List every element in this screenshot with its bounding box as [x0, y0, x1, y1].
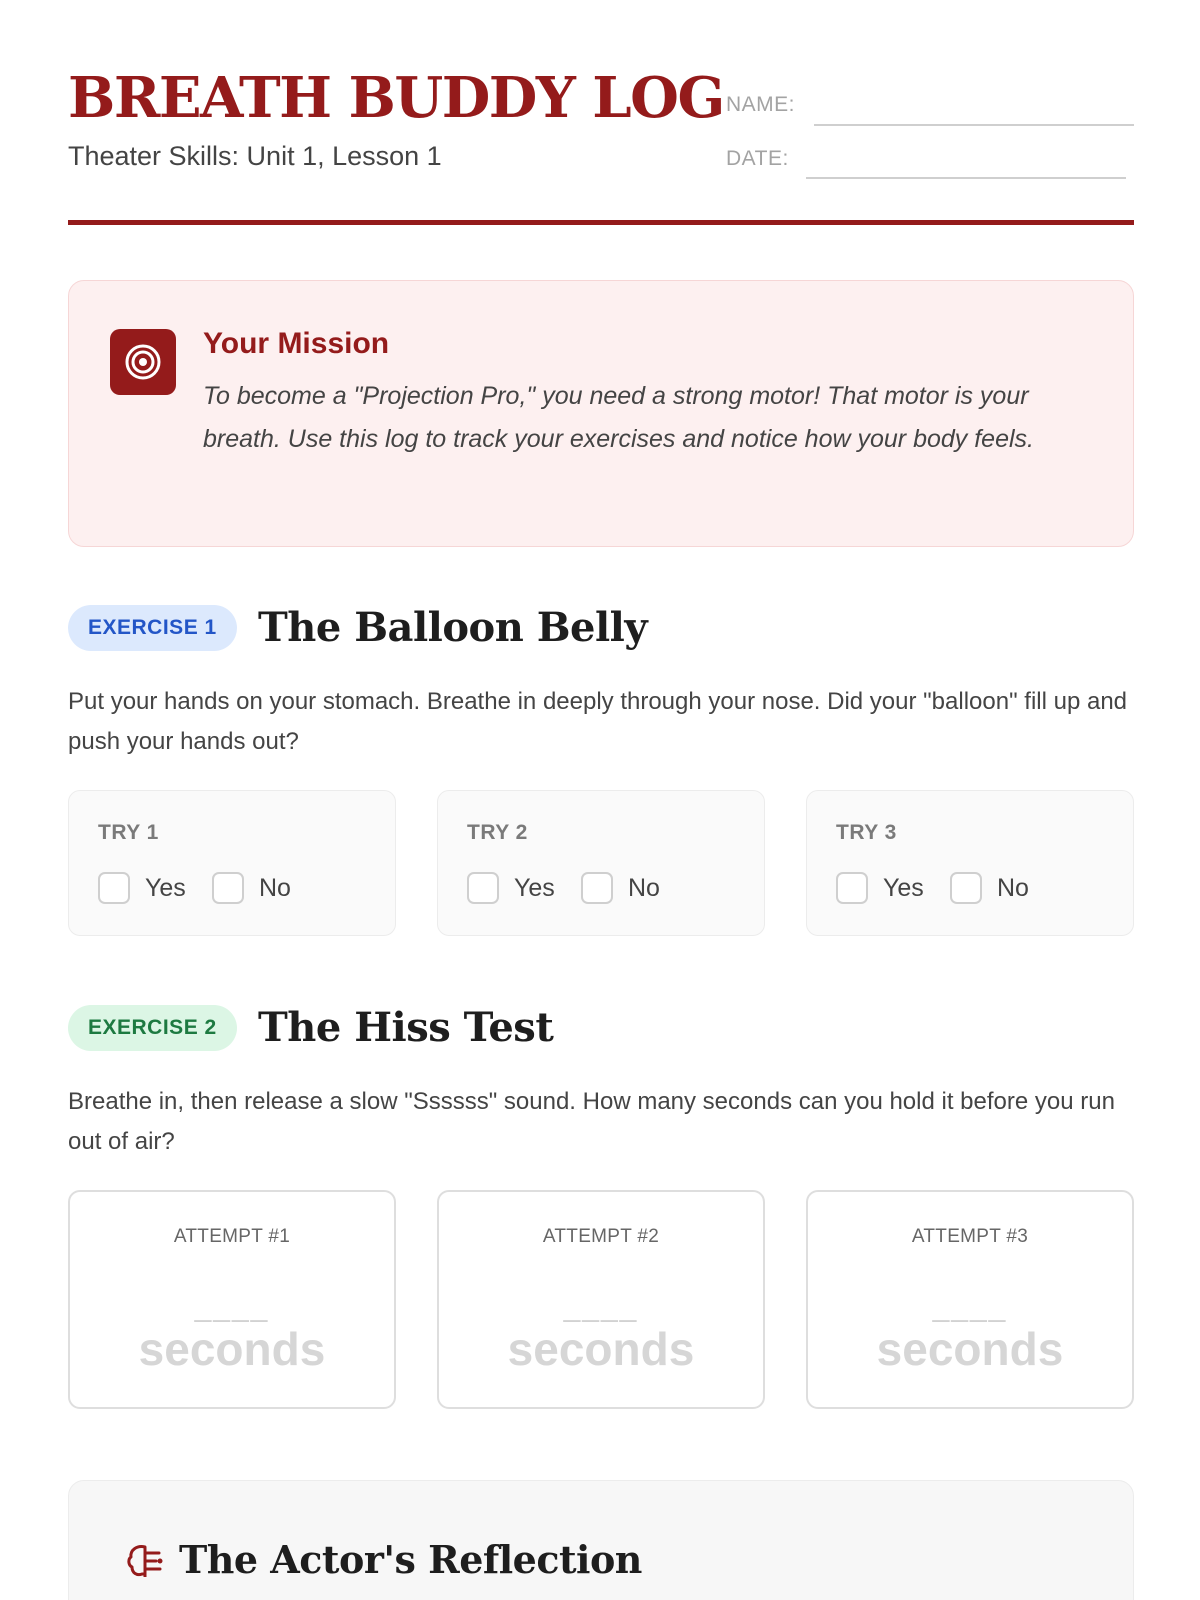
try-label: TRY 3: [836, 821, 897, 844]
name-field[interactable]: [814, 124, 1134, 126]
no-label: No: [997, 874, 1029, 902]
exercise-1-description: Put your hands on your stomach. Breathe in deeply through your nose. Did your "balloon" fill up and push your hands out?: [68, 688, 1128, 755]
target-icon: [110, 329, 176, 395]
yes-label: Yes: [883, 874, 924, 902]
attempt-unit: seconds: [138, 1323, 326, 1375]
reflection-box: [68, 1480, 1134, 1600]
attempt-unit: seconds: [876, 1323, 1064, 1375]
attempt-blank[interactable]: ____: [563, 1290, 639, 1323]
header-divider: [68, 220, 1134, 225]
no-checkbox[interactable]: [950, 872, 982, 904]
yes-label: Yes: [514, 874, 555, 902]
exercise-1-badge: EXERCISE 1: [68, 605, 237, 651]
try-card-2: [437, 790, 765, 936]
try-label: TRY 2: [467, 821, 528, 844]
try-label: TRY 1: [98, 821, 159, 844]
exercise-2-badge: EXERCISE 2: [68, 1005, 237, 1051]
yes-checkbox[interactable]: [836, 872, 868, 904]
yes-checkbox[interactable]: [98, 872, 130, 904]
attempt-unit: seconds: [507, 1323, 695, 1375]
attempt-card-3[interactable]: [806, 1190, 1134, 1409]
attempt-blank[interactable]: ____: [194, 1290, 270, 1323]
attempt-card-2[interactable]: [437, 1190, 765, 1409]
date-label: DATE:: [726, 147, 789, 170]
no-checkbox[interactable]: [581, 872, 613, 904]
exercise-2-title: The Hiss Test: [258, 1004, 554, 1051]
page-title: BREATH BUDDY LOG: [68, 65, 724, 131]
date-field[interactable]: [806, 177, 1126, 179]
try-card-1: [68, 790, 396, 936]
mission-title: Your Mission: [203, 327, 390, 360]
no-label: No: [259, 874, 291, 902]
attempt-blank[interactable]: ____: [932, 1290, 1008, 1323]
yes-checkbox[interactable]: [467, 872, 499, 904]
brain-icon: [125, 1541, 165, 1581]
yes-label: Yes: [145, 874, 186, 902]
no-label: No: [628, 874, 660, 902]
reflection-title: The Actor's Reflection: [179, 1537, 642, 1582]
attempt-card-1[interactable]: [68, 1190, 396, 1409]
attempt-label: ATTEMPT #3: [911, 1226, 1029, 1247]
exercise-1-title: The Balloon Belly: [258, 604, 648, 651]
no-checkbox[interactable]: [212, 872, 244, 904]
attempt-label: ATTEMPT #1: [173, 1226, 291, 1247]
name-label: NAME:: [726, 93, 796, 116]
page-subtitle: Theater Skills: Unit 1, Lesson 1: [68, 141, 442, 171]
attempt-label: ATTEMPT #2: [542, 1226, 660, 1247]
mission-text: To become a "Projection Pro," you need a strong motor! That motor is your breath. Use this log to track your exercises and notice how your body feels.: [203, 382, 1034, 453]
mission-box: [68, 280, 1134, 547]
exercise-2-description: Breathe in, then release a slow "Ssssss" sound. How many seconds can you hold it before you run out of air?: [68, 1088, 1115, 1155]
try-card-3: [806, 790, 1134, 936]
worksheet-page: [68, 0, 1134, 1600]
